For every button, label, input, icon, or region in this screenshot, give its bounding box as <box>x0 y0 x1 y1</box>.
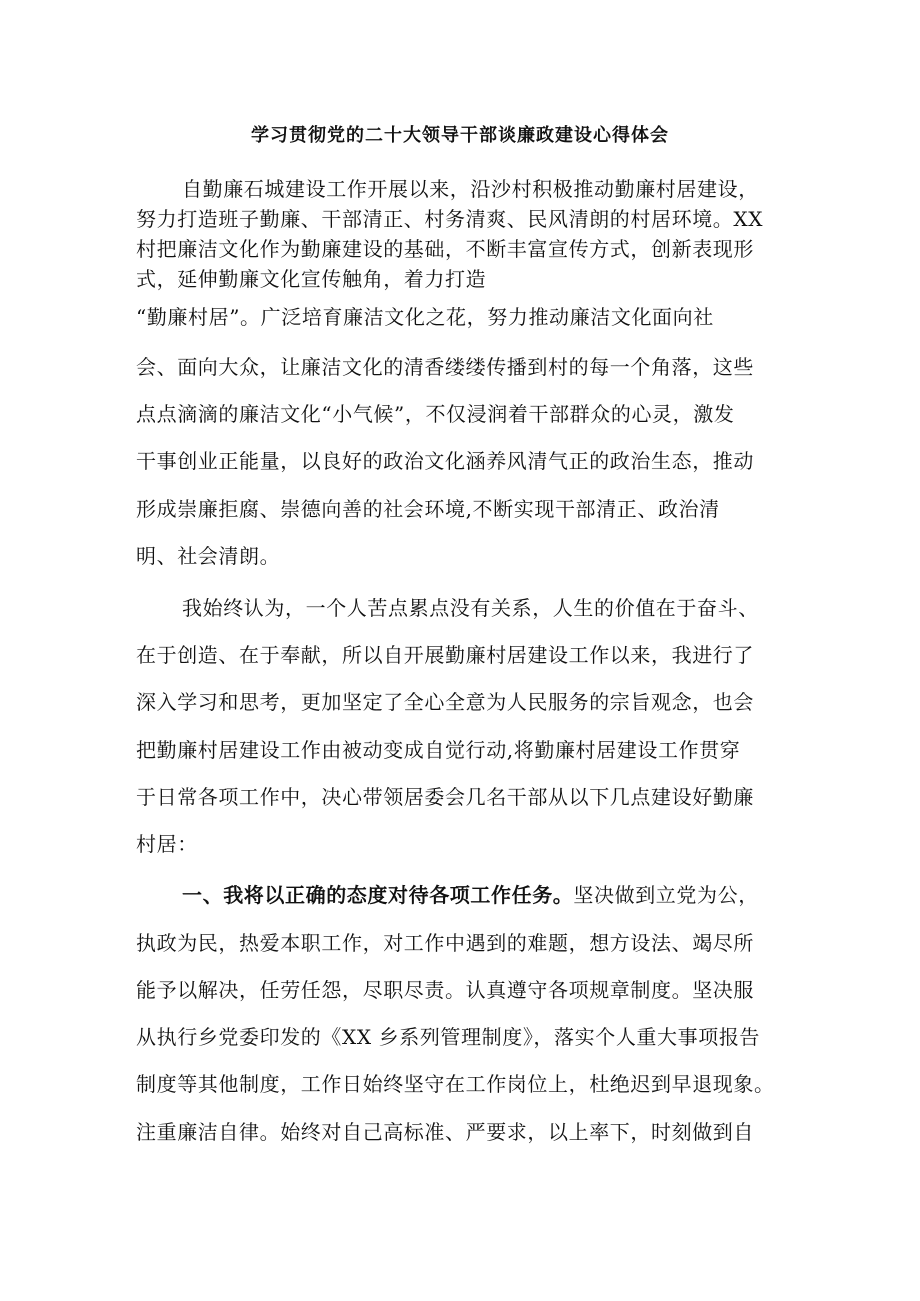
paragraph-3-line: 从执行乡党委印发的《XX 乡系列管理制度》，落实个人重大事项报告 <box>136 1025 761 1049</box>
paragraph-1-line: 努力打造班子勤廉、干部清正、村务清爽、民风清朗的村居环境。XX <box>136 207 764 231</box>
paragraph-2-line: 把勤廉村居建设工作由被动变成自觉行动,将勤廉村居建设工作贯穿 <box>136 738 741 762</box>
paragraph-1-line: 式，延伸勤廉文化宣传触角，着力打造 <box>136 267 487 291</box>
paragraph-3-line: 能予以解决，任劳任怨，尽职尽责。认真遵守各项规章制度。坚决服 <box>136 978 754 1002</box>
paragraph-1-line: “勤廉村居”。广泛培育廉洁文化之花，努力推动廉洁文化面向社 <box>136 305 714 329</box>
paragraph-2-line: 我始终认为，一个人苦点累点没有关系，人生的价值在于奋斗、 <box>182 596 759 620</box>
paragraph-1-line: 点点滴滴的廉洁文化“小气候”，不仅浸润着干部群众的心灵，激发 <box>136 402 735 426</box>
paragraph-2-line: 深入学习和思考，更加坚定了全心全意为人民服务的宗旨观念，也会 <box>136 690 754 714</box>
paragraph-1-line: 会、面向大众，让廉洁文化的清香缕缕传播到村的每一个角落，这些 <box>136 355 754 379</box>
paragraph-2-line: 在于创造、在于奉献，所以自开展勤廉村居建设工作以来，我进行了 <box>136 643 754 667</box>
paragraph-3-line: 制度等其他制度，工作日始终坚守在工作岗位上，杜绝迟到早退现象。 <box>136 1072 775 1096</box>
paragraph-2-line: 村居： <box>136 832 198 856</box>
paragraph-1-line: 形成崇廉拒腐、崇德向善的社会环境,不断实现干部清正、政治清 <box>136 497 720 521</box>
document-title: 学习贯彻党的二十大领导干部谈廉政建设心得体会 <box>251 125 669 146</box>
paragraph-3-line: 注重廉洁自律。始终对自己高标准、严要求，以上率下，时刻做到自 <box>136 1120 754 1144</box>
paragraph-3-first-line-text: 坚决做到立党为公， <box>573 883 759 907</box>
paragraph-3-line: 执政为民，热爱本职工作，对工作中遇到的难题，想方设法、竭尽所 <box>136 931 754 955</box>
paragraph-1-line: 村把廉洁文化作为勤廉建设的基础，不断丰富宣传方式，创新表现形 <box>136 237 754 261</box>
paragraph-1-line: 明、社会清朗。 <box>136 544 281 568</box>
paragraph-1-line: 自勤廉石城建设工作开展以来，沿沙村积极推动勤廉村居建设， <box>182 177 759 201</box>
paragraph-2-line: 于日常各项工作中，决心带领居委会几名干部从以下几点建设好勤廉 <box>136 785 754 809</box>
paragraph-3-first-line <box>182 880 759 910</box>
section-heading: 一、我将以正确的态度对待各项工作任务。 <box>182 883 574 907</box>
paragraph-1-line: 干事创业正能量，以良好的政治文化涵养风清气正的政治生态，推动 <box>136 449 754 473</box>
